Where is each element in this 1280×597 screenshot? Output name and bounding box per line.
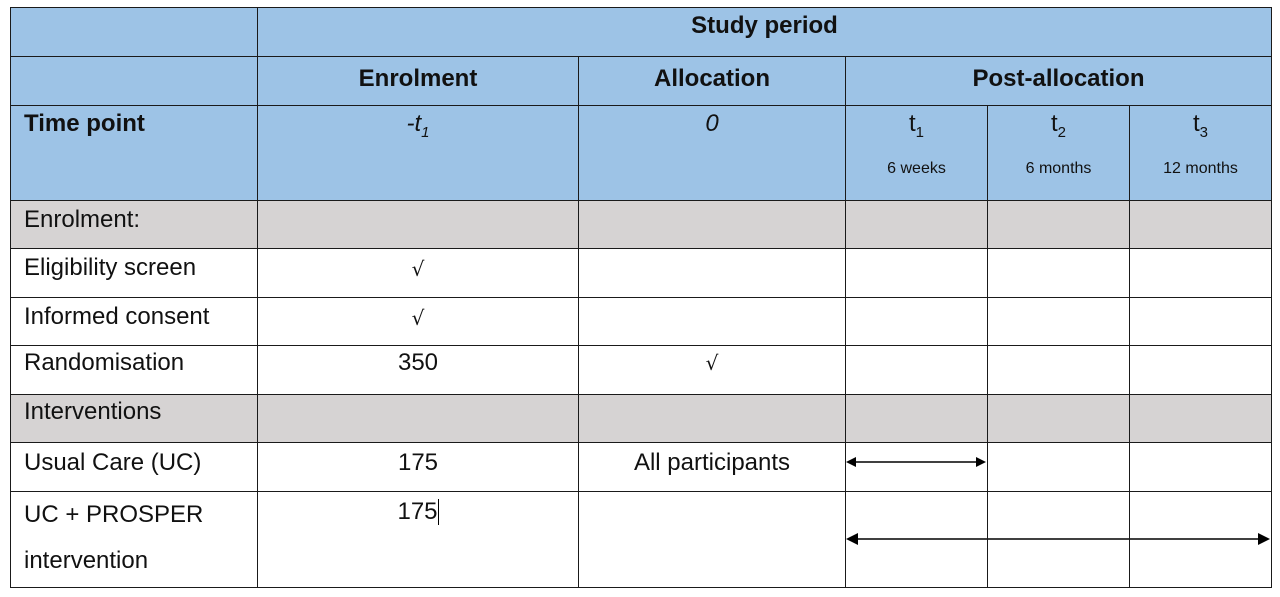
- t3-subscript: 3: [1199, 123, 1209, 141]
- empty-cell: [846, 346, 988, 395]
- time-point-allocation: [579, 106, 846, 201]
- usual-care-duration-arrow: [846, 443, 988, 492]
- consent-row-label: [11, 298, 258, 346]
- grey-cell: [846, 201, 988, 249]
- t1-subscript: 1: [915, 123, 924, 141]
- t2-text: t: [1050, 110, 1058, 137]
- empty-cell: [846, 298, 988, 346]
- header-blank-cell: [11, 8, 258, 57]
- eligibility-row-label: [11, 249, 258, 298]
- allocation-heading-label: Allocation: [653, 65, 770, 92]
- prosper-duration-arrow: [846, 492, 1272, 588]
- randomisation-row-label: [11, 346, 258, 395]
- tp-alloc-text: 0: [705, 110, 719, 137]
- tp-enrol-subscript: 1: [421, 123, 430, 141]
- checkmark: √: [411, 257, 425, 281]
- checkmark: √: [705, 351, 719, 375]
- header-blank-cell-2: [11, 57, 258, 106]
- time-point-heading: [11, 106, 258, 201]
- interventions-section-text: Interventions: [24, 398, 162, 425]
- study-schedule-table: [10, 7, 1272, 588]
- eligibility-enrolment-cell: [258, 249, 579, 298]
- usual-care-row-label: [11, 443, 258, 492]
- grey-cell: [579, 395, 846, 443]
- grey-cell: [846, 395, 988, 443]
- empty-cell: [579, 298, 846, 346]
- empty-cell: [988, 249, 1130, 298]
- empty-cell: [846, 249, 988, 298]
- study-period-heading: [258, 8, 1272, 57]
- text-cursor: [438, 499, 439, 525]
- prosper-text-line2: intervention: [24, 547, 149, 574]
- empty-cell: [579, 249, 846, 298]
- prosper-enrolment-cell: [258, 492, 579, 588]
- prosper-row-label: [11, 492, 258, 588]
- t3-text: t: [1193, 110, 1200, 137]
- randomisation-enrolment-cell: [258, 346, 579, 395]
- enrolment-section-label: [11, 201, 258, 249]
- time-point-t1: [846, 106, 988, 201]
- prosper-text-line1: UC + PROSPER: [24, 501, 204, 528]
- prosper-count: 175: [397, 498, 438, 525]
- time-point-t3: [1130, 106, 1272, 201]
- grey-cell: [579, 201, 846, 249]
- empty-cell: [988, 346, 1130, 395]
- grey-cell: [988, 201, 1130, 249]
- empty-cell: [1130, 298, 1272, 346]
- checkmark: √: [411, 306, 425, 330]
- grey-cell: [1130, 201, 1272, 249]
- consent-enrolment-cell: [258, 298, 579, 346]
- tp-enrol-text: -t: [406, 110, 422, 137]
- time-point-label: Time point: [24, 110, 145, 137]
- column-divider: [987, 492, 988, 588]
- randomisation-text: Randomisation: [24, 349, 185, 376]
- post-allocation-heading-label: Post-allocation: [972, 65, 1145, 92]
- enrolment-heading: [258, 57, 579, 106]
- interventions-section-label: [11, 395, 258, 443]
- enrolment-section-text: Enrolment:: [24, 206, 141, 233]
- time-point-enrolment: [258, 106, 579, 201]
- consent-text: Informed consent: [24, 303, 210, 330]
- grey-cell: [258, 395, 579, 443]
- empty-cell: [988, 298, 1130, 346]
- post-allocation-heading: [846, 57, 1272, 106]
- study-period-label: Study period: [691, 12, 838, 39]
- empty-cell: [579, 492, 846, 588]
- empty-cell: [1130, 346, 1272, 395]
- time-point-t2: [988, 106, 1130, 201]
- usual-care-count: 175: [397, 449, 439, 476]
- usual-care-text: Usual Care (UC): [24, 449, 202, 476]
- usual-care-t1-cell: [846, 443, 988, 492]
- prosper-post-allocation-cell: [846, 492, 1272, 588]
- t2-duration-label: 6 months: [1025, 159, 1092, 177]
- empty-cell: [1130, 443, 1272, 492]
- t1-duration-label: 6 weeks: [887, 159, 946, 177]
- empty-cell: [988, 443, 1130, 492]
- eligibility-text: Eligibility screen: [24, 254, 197, 281]
- randomisation-allocation-cell: [579, 346, 846, 395]
- enrolment-heading-label: Enrolment: [358, 65, 478, 92]
- usual-care-allocation-cell: [579, 443, 846, 492]
- usual-care-enrolment-cell: [258, 443, 579, 492]
- t1-text: t: [908, 110, 916, 137]
- usual-care-allocation-text: All participants: [633, 449, 791, 476]
- t3-duration-label: 12 months: [1163, 159, 1238, 177]
- randomisation-count: 350: [397, 349, 439, 376]
- t2-subscript: 2: [1057, 123, 1066, 141]
- allocation-heading: [579, 57, 846, 106]
- empty-cell: [1130, 249, 1272, 298]
- grey-cell: [258, 201, 579, 249]
- column-divider: [1129, 492, 1130, 588]
- grey-cell: [988, 395, 1130, 443]
- grey-cell: [1130, 395, 1272, 443]
